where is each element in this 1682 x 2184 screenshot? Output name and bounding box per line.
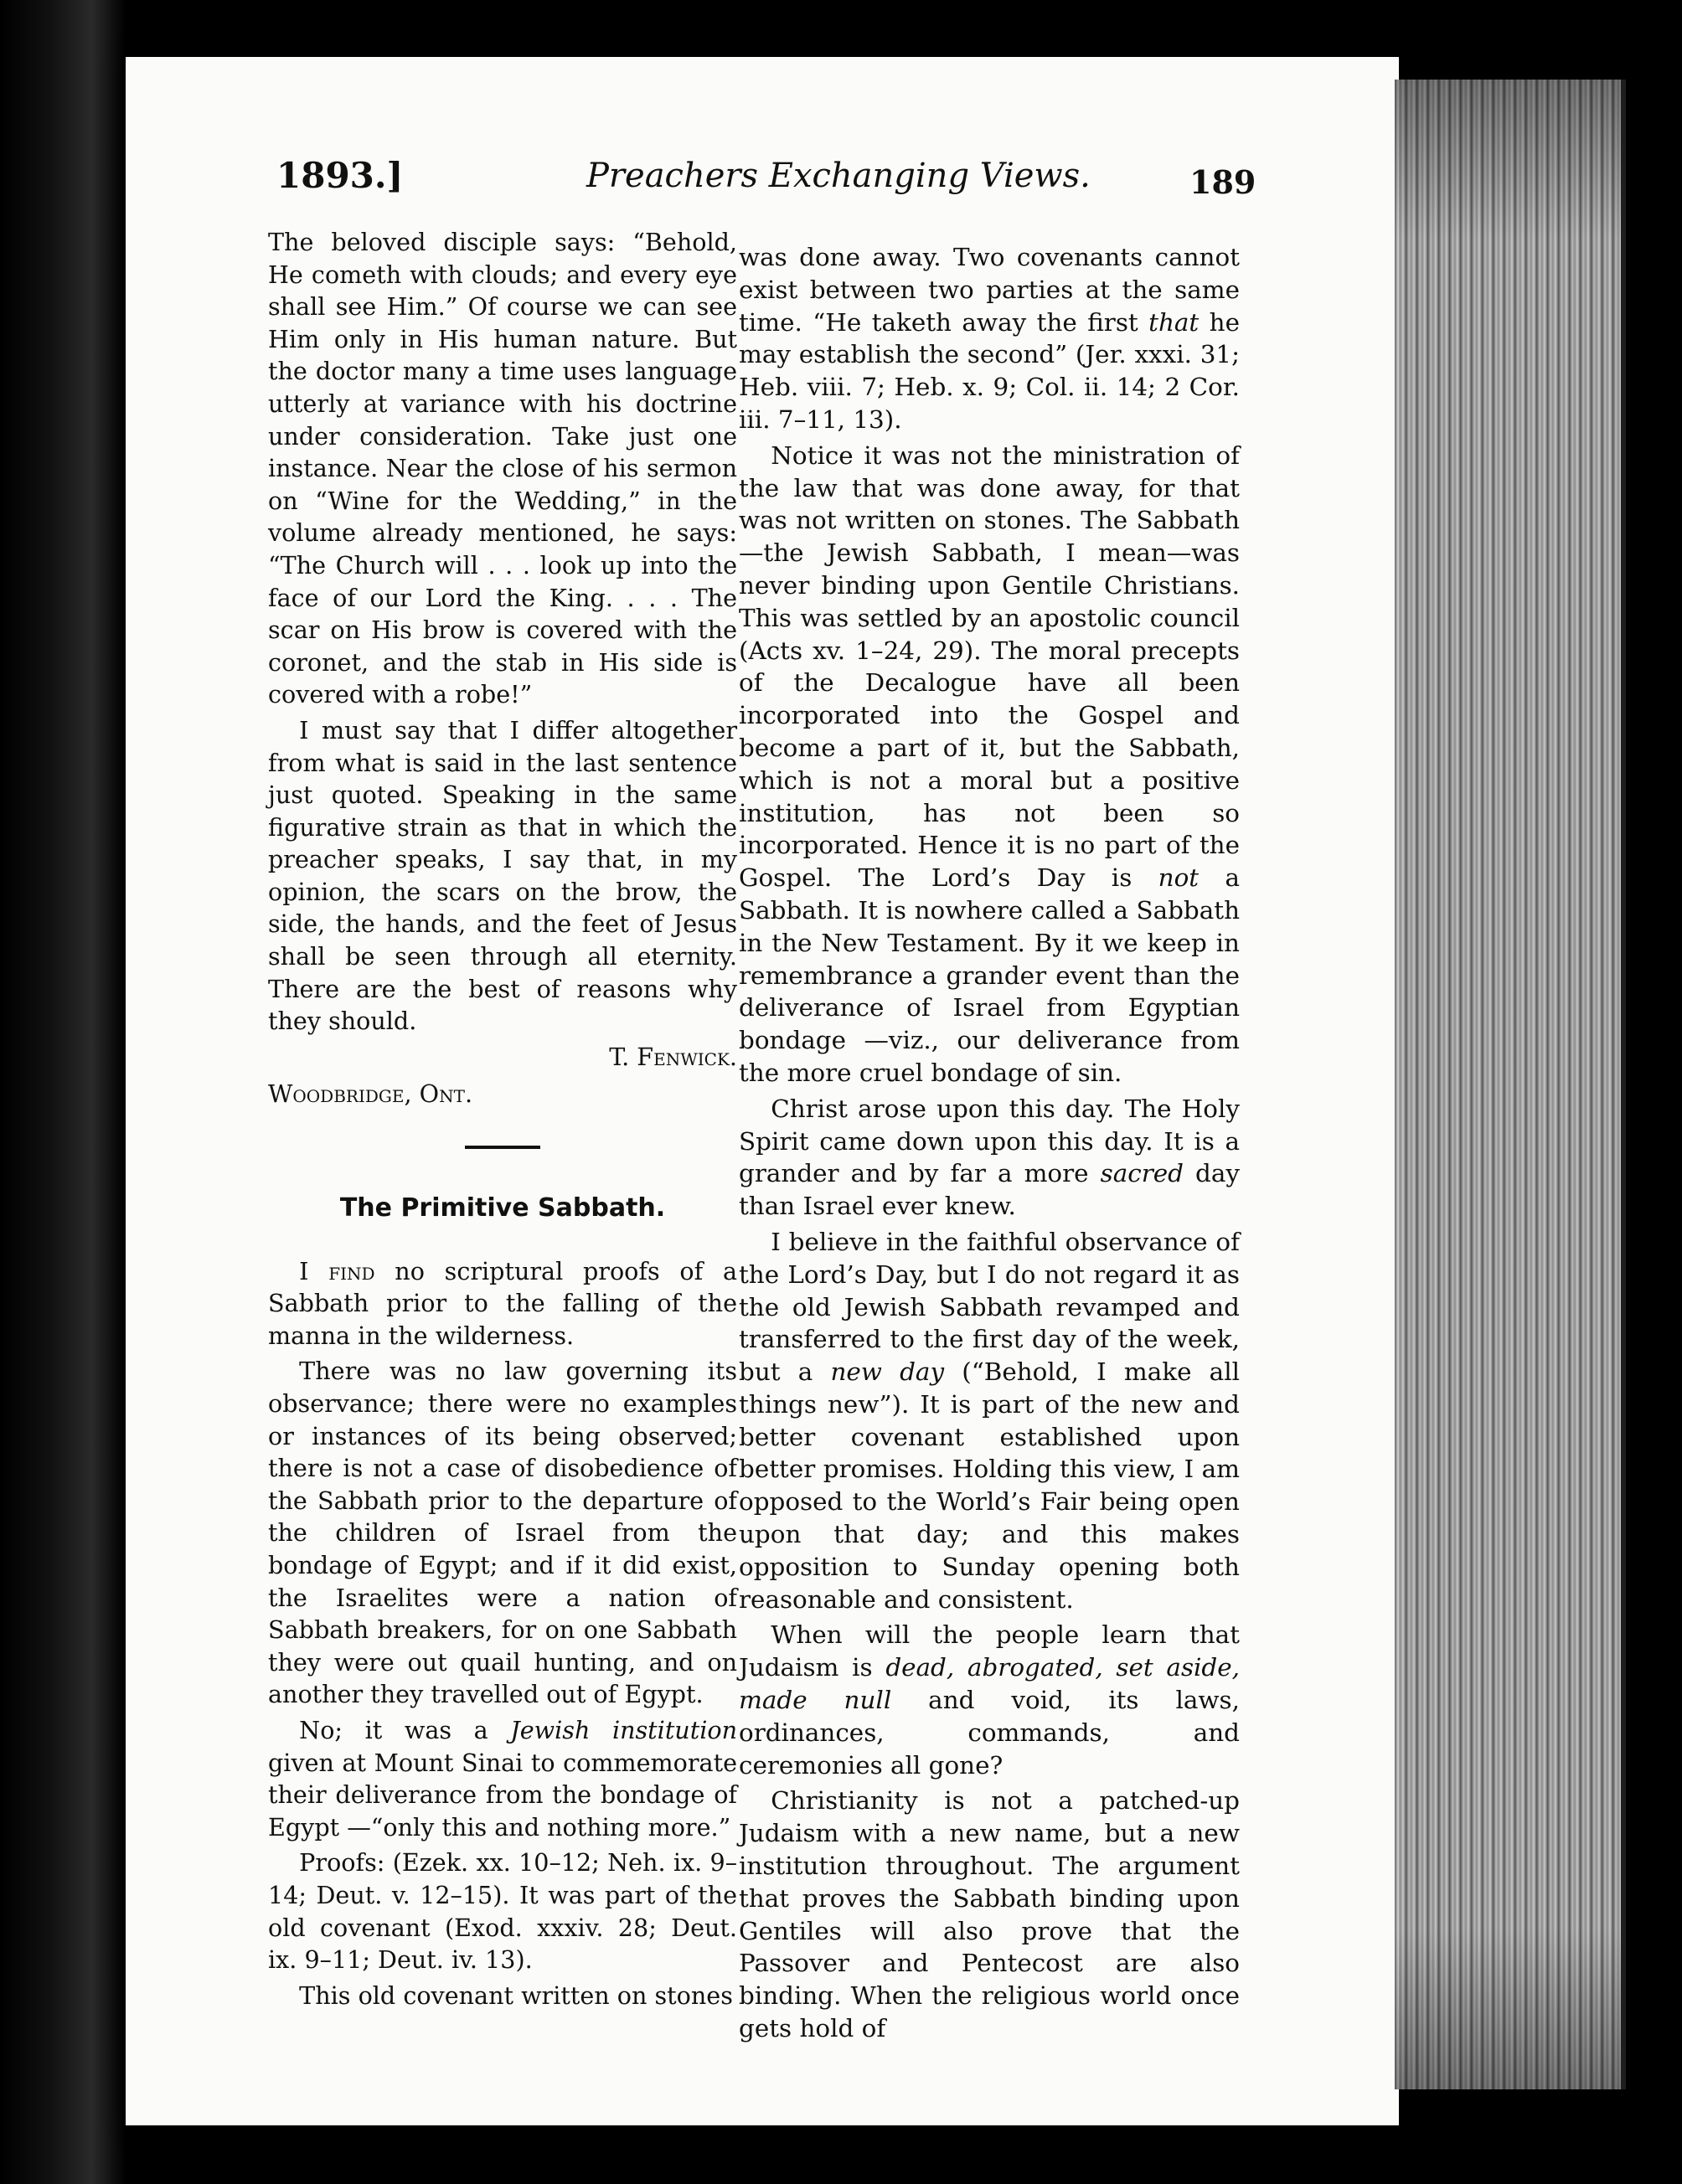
header-year: 1893.]: [276, 155, 404, 196]
page-number: 189: [1189, 163, 1256, 201]
right-paragraph-1: was done away. Two covenants cannot exist between two parties at the same time. “He taketh away the first that he may establish the second” (Jer. xxxi. 31; Heb. viii. 7; Heb. x. 9; Col. ii. 14; 2 Cor. iii. 7–11, 13).: [739, 243, 1240, 434]
left-paragraph-5: No; it was a Jewish institution given at Mount Sinai to commemorate their deliverance from the bondage of Egypt —“only this and nothing more.”: [268, 1715, 737, 1841]
running-title: Preachers Exchanging Views.: [586, 157, 1091, 195]
right-paragraph-6: Christianity is not a patched-up Judaism with a new name, but a new institution throughout. The argument that proves the Sabbath binding upon Gentiles will also prove that the Passover and Pentecost are also binding. When the religious world once gets hold of: [739, 1786, 1240, 2043]
left-paragraph-6: Proofs: (Ezek. xx. 10–12; Neh. ix. 9–14; Deut. v. 12–15). It was part of the old covenant (Exod. xxxiv. 28; Deut. ix. 9–11; Deut. iv. 13).: [268, 1848, 737, 1975]
author-signature: T. Fenwick.: [609, 1042, 737, 1071]
article-title: The Primitive Sabbath.: [339, 1193, 666, 1223]
section-divider: [465, 1146, 540, 1149]
right-paragraph-3: Christ arose upon this day. The Holy Spirit came down upon this day. It is a grander and by far a more sacred day than Israel ever knew.: [739, 1094, 1240, 1221]
author-place: Woodbridge, Ont.: [268, 1079, 473, 1109]
lead-in-words: I find: [299, 1256, 375, 1285]
right-paragraph-5: When will the people learn that Judaism is dead, abrogated, set aside, made null and void, its laws, ordinances, commands, and ceremonies all gone?: [739, 1620, 1240, 1780]
page-edges: [1395, 80, 1626, 2089]
left-paragraph-4: There was no law governing its observance; there were no examples or instances of its being observed; there is not a case of disobedience of the Sabbath prior to the departure of the children of Israel from the bondage of Egypt; and if it did exist, the Israelites were a nation of Sabbath breakers, for on one Sabbath they were out quail hunting, and on another they travelled out of Egypt.: [268, 1357, 737, 1709]
left-paragraph-1: The beloved disciple says: “Behold, He cometh with clouds; and every eye shall see Him.” Of course we can see Him only in His human nature. But the doctor many a time uses language utterly at variance with his doctrine under consideration. Take just one instance. Near the close of his sermon on “Wine for the Wedding,” in the volume already mentioned, he says: “The Church will . . . look up into the face of our Lord the King. . . . The scar on His brow is covered with the coronet, and the stab in His side is covered with a robe!”: [268, 228, 737, 709]
left-paragraph-2: I must say that I differ altogether from what is said in the last sentence just quoted. Speaking in the same figurative strain as that in which the preacher speaks, I say that, in my opinion, the scars on the brow, the side, the hands, and the feet of Jesus shall be seen through all eternity. There are the best of reasons why they should.: [268, 715, 737, 1036]
right-column: [739, 241, 1240, 2048]
left-paragraph-7: This old covenant written on stones: [299, 1981, 733, 2010]
right-paragraph-4: I believe in the faithful observance of the Lord’s Day, but I do not regard it as the old Jewish Sabbath revamped and transferred to the first day of the week, but a new day (“Behold, I make all things new”). It is part of the new and better covenant established upon better promises. Holding this view, I am opposed to the World’s Fair being open upon that day; and this makes opposition to Sunday opening both reasonable and consistent.: [739, 1227, 1240, 1614]
binding-shadow: [0, 0, 126, 2184]
left-column: [268, 226, 737, 2015]
right-paragraph-2: Notice it was not the ministration of the law that was done away, for that was not written on stones. The Sabbath—the Jewish Sabbath, I mean—was never binding upon Gentile Christians. This was settled by an apostolic council (Acts xv. 1–24, 29). The moral precepts of the Decalogue have all been incorporated into the Gospel and become a part of it, but the Sabbath, which is not a moral but a positive institution, has not been so incorporated. Hence it is no part of the Gospel. The Lord’s Day is not a Sabbath. It is nowhere called a Sabbath in the New Testament. By it we keep in remembrance a grander event than the deliverance of Israel from Egyptian bondage —viz., our deliverance from the more cruel bondage of sin.: [739, 440, 1240, 1087]
left-paragraph-3: I find no scriptural proofs of a Sabbath prior to the falling of the manna in the wilderness.: [268, 1256, 737, 1350]
italic-phrase: Jewish institution: [510, 1715, 737, 1744]
running-header: [151, 105, 1256, 201]
